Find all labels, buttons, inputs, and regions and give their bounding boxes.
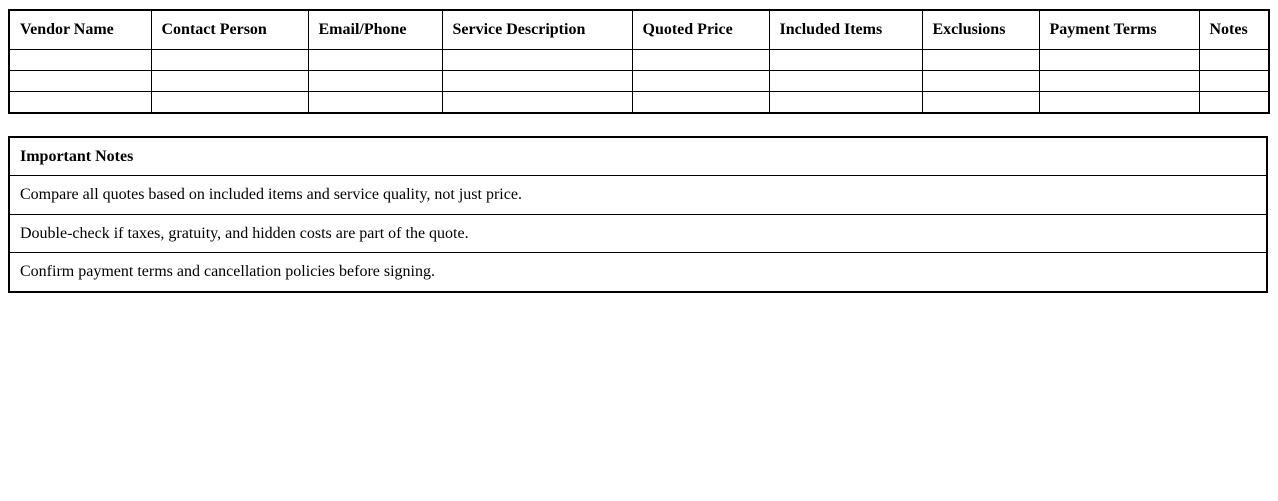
table-row (9, 70, 1269, 91)
note-row (9, 253, 1267, 292)
table-cell (308, 91, 442, 113)
table-cell (922, 91, 1039, 113)
table-cell (442, 49, 632, 70)
table-cell (632, 49, 769, 70)
column-header-payment-terms: Payment Terms (1039, 10, 1199, 49)
table-cell (632, 70, 769, 91)
note-row (9, 214, 1267, 253)
column-header-exclusions: Exclusions (922, 10, 1039, 49)
table-row (9, 49, 1269, 70)
header-row (9, 10, 1269, 49)
table-cell (922, 49, 1039, 70)
note-text: Double-check if taxes, gratuity, and hidden costs are part of the quote. (9, 214, 1267, 253)
column-header-notes: Notes (1199, 10, 1269, 49)
table-cell (922, 70, 1039, 91)
table-cell (308, 70, 442, 91)
column-header-quoted-price: Quoted Price (632, 10, 769, 49)
table-cell (769, 91, 922, 113)
table-cell (1039, 49, 1199, 70)
notes-title-row (9, 137, 1267, 176)
column-header-included-items: Included Items (769, 10, 922, 49)
table-cell (1039, 70, 1199, 91)
important-notes-table (8, 136, 1268, 293)
column-header-contact-person: Contact Person (151, 10, 308, 49)
table-cell (1199, 70, 1269, 91)
table-row (9, 91, 1269, 113)
important-notes-title: Important Notes (9, 137, 1267, 176)
table-cell (9, 70, 151, 91)
table-cell (9, 49, 151, 70)
column-header-vendor-name: Vendor Name (9, 10, 151, 49)
table-cell (632, 91, 769, 113)
column-header-service-description: Service Description (442, 10, 632, 49)
table-cell (442, 91, 632, 113)
table-cell (151, 70, 308, 91)
note-text: Confirm payment terms and cancellation policies before signing. (9, 253, 1267, 292)
table-cell (769, 70, 922, 91)
table-cell (308, 49, 442, 70)
note-text: Compare all quotes based on included items and service quality, not just price. (9, 176, 1267, 215)
vendor-comparison-table (8, 9, 1270, 114)
table-cell (442, 70, 632, 91)
table-cell (1199, 91, 1269, 113)
table-cell (769, 49, 922, 70)
table-cell (1199, 49, 1269, 70)
note-row (9, 176, 1267, 215)
table-cell (151, 91, 308, 113)
column-header-email-phone: Email/Phone (308, 10, 442, 49)
table-cell (151, 49, 308, 70)
table-cell (9, 91, 151, 113)
table-cell (1039, 91, 1199, 113)
